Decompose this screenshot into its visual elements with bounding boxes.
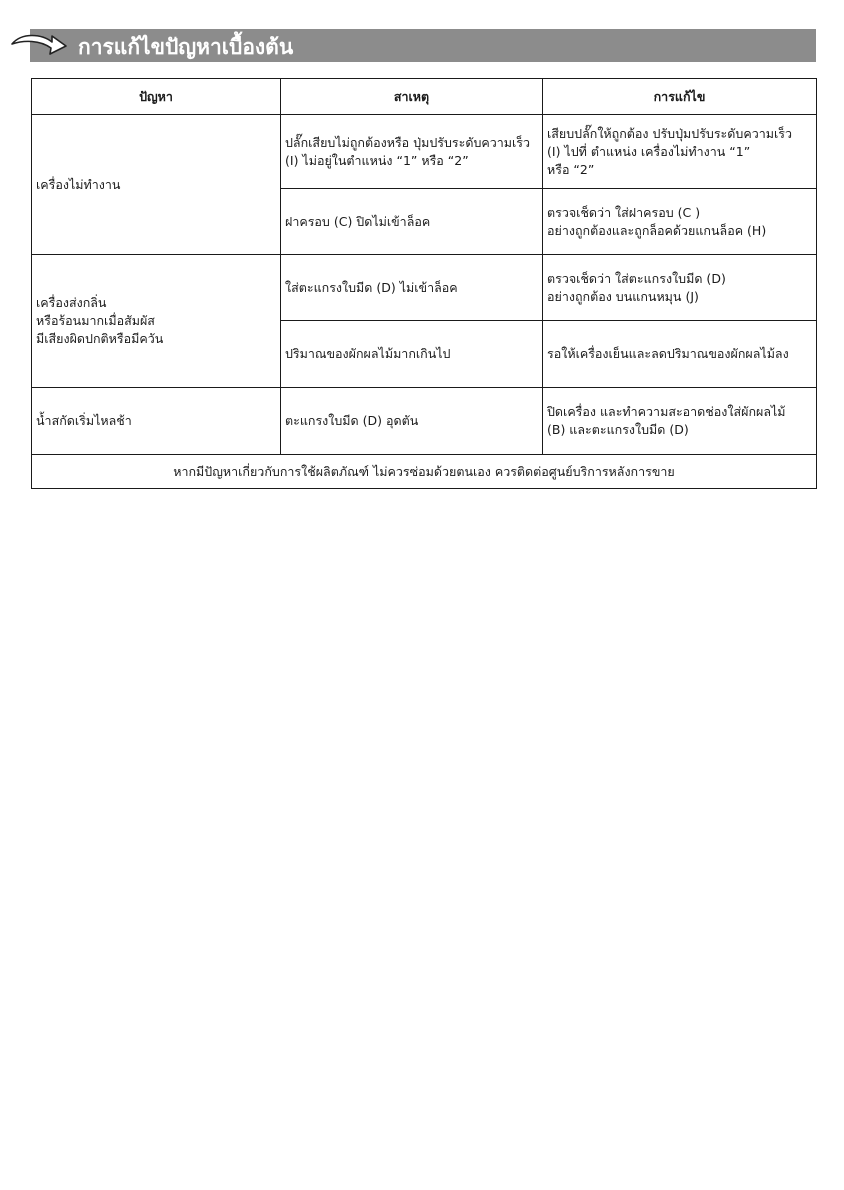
header-solution: การแก้ไข (543, 79, 817, 115)
footer-note: หากมีปัญหาเกี่ยวกับการใช้ผลิตภัณฑ์ ไม่ควรซ่อมด้วยตนเอง ควรติดต่อศูนย์บริการหลังการขาย (32, 455, 817, 489)
solution-text: (I) ไปที่ ตำแหน่ง เครื่องไม่ทำงาน “1” (547, 143, 751, 159)
table-footer-row (32, 455, 817, 489)
section-title: การแก้ไขปัญหาเบื้องต้น (78, 35, 294, 59)
arrow-icon (8, 28, 70, 60)
solution-text: (B) และตะแกรงใบมีด (D) (547, 422, 689, 437)
solution-cell (543, 321, 817, 388)
problem-text: หรือร้อนมากเมื่อสัมผัส (36, 313, 155, 328)
header-problem: ปัญหา (32, 79, 281, 115)
table-header-row (32, 79, 817, 115)
header-cause: สาเหตุ (281, 79, 543, 115)
solution-cell (543, 115, 817, 189)
solution-text: ตรวจเช็ดว่า ใส่ฝาครอบ (C ) (547, 204, 701, 220)
problem-text: เครื่องไม่ทำงาน (36, 176, 121, 192)
solution-text: รอให้เครื่องเย็นและลดปริมาณของผักผลไม้ลง (547, 346, 789, 361)
solution-cell (543, 388, 817, 455)
cause-text: ฝาครอบ (C) ปิดไม่เข้าล็อค (285, 213, 431, 229)
cause-cell (281, 255, 543, 321)
solution-text: อย่างถูกต้อง บนแกนหมุน (J) (547, 288, 699, 304)
solution-cell (543, 189, 817, 255)
table-row (32, 255, 817, 321)
solution-text: อย่างถูกต้องและถูกล็อคด้วยแกนล็อค (H) (547, 222, 767, 238)
problem-text: มีเสียงผิดปกติหรือมีควัน (36, 331, 164, 346)
table-row (32, 388, 817, 455)
problem-text: เครื่องส่งกลิ่น (36, 295, 107, 310)
solution-cell (543, 255, 817, 321)
cause-text: ปลั๊กเสียบไม่ถูกต้องหรือ ปุ่มปรับระดับความเร็ว (285, 134, 531, 150)
cause-text: ปริมาณของผักผลไม้มากเกินไป (285, 346, 451, 361)
cause-cell (281, 321, 543, 388)
problem-cell (32, 115, 281, 255)
cause-text: (I) ไม่อยู่ในตำแหน่ง “1” หรือ “2” (285, 152, 469, 168)
cause-text: ตะแกรงใบมีด (D) อุดตัน (285, 413, 419, 428)
cause-cell (281, 189, 543, 255)
solution-text: หรือ “2” (547, 161, 595, 177)
solution-text: ปิดเครื่อง และทำความสะอาดช่องใส่ผักผลไม้ (547, 404, 786, 419)
solution-text: ตรวจเช็ดว่า ใส่ตะแกรงใบมีด (D) (547, 270, 726, 286)
solution-text: เสียบปลั๊กให้ถูกต้อง ปรับปุ่มปรับระดับความเร็ว (547, 125, 792, 141)
cause-cell (281, 388, 543, 455)
table-row (32, 115, 817, 189)
troubleshooting-table (31, 78, 817, 489)
problem-cell (32, 255, 281, 388)
cause-cell (281, 115, 543, 189)
problem-text: น้ำสกัดเริ่มไหลช้า (36, 413, 132, 428)
problem-cell (32, 388, 281, 455)
cause-text: ใส่ตะแกรงใบมีด (D) ไม่เข้าล็อค (285, 279, 458, 295)
